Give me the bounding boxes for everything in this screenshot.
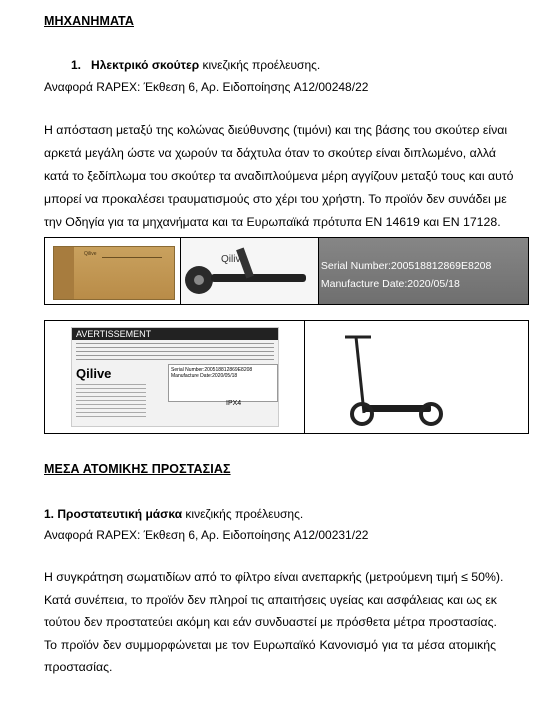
paragraph-line: τούτου δεν προστατεύει ακόμη και εάν συνδυαστεί με πρόσθετα μέτρα προστασίας. [44, 615, 497, 629]
photo-warning-label [45, 321, 305, 433]
serial-number-text: Serial Number:20051881286​9E8208 [320, 260, 492, 272]
warning-title: AVERTISSEMENT [72, 328, 278, 340]
brand-text: Qilive [221, 254, 247, 265]
item-number: 1. [71, 58, 82, 72]
warning-sticker [71, 327, 279, 427]
paragraph-line: Το προϊόν δεν συμμορφώνεται με τον Ευρωπαϊκό Κανονισμό για τα μέσα ατομικής [44, 638, 496, 652]
item-title [44, 507, 303, 521]
paragraph-line: προστασίας. [44, 660, 113, 674]
item-title [71, 58, 320, 72]
manufacture-date-text: Manufacture Date:2020/05/18 [320, 278, 460, 290]
section-heading-ppe: ΜΕΣΑ ΑΤΟΜΙΚΗΣ ΠΡΟΣΤΑΣΙΑΣ [44, 462, 231, 476]
photo-scooter [305, 321, 528, 433]
warning-fine-print [76, 343, 274, 363]
label-brand: Qilive [76, 366, 112, 381]
photo-row-2 [44, 320, 529, 434]
paragraph-line: μπορεί να προκαλέσει τραυματισμούς στο χέρι του χρήστη. Το προϊόν δεν συνάδει με [44, 192, 507, 206]
cardboard-box [53, 246, 175, 300]
paragraph-line: αρκετά μεγάλη ώστε να χωρούν τα δάχτυλα όταν το σκούτερ είναι διπλωμένο, αλλά [44, 146, 496, 160]
photo-folded-scooter [181, 238, 318, 304]
photo-box [45, 238, 181, 304]
item-title-rest: κινεζικής προέλευσης. [199, 58, 321, 72]
paragraph-line: Η συγκράτηση σωματιδίων από το φίλτρο είναι ανεπαρκής (μετρούμενη τιμή ≤ 50%). [44, 570, 504, 584]
rapex-reference: Αναφορά RAPEX: Έκθεση 6, Αρ. Ειδοποίησης A12/00231/22 [44, 528, 369, 542]
paragraph-line: Η απόσταση μεταξύ της κολώνας διεύθυνσης (τιμόνι) και της βάσης του σκούτερ είναι [44, 123, 508, 137]
item-title-bold: Προστατευτική μάσκα [57, 507, 183, 521]
item-title-rest: κινεζικής προέλευσης. [182, 507, 304, 521]
spec-lines [76, 384, 146, 420]
rapex-reference: Αναφορά RAPEX: Έκθεση 6, Αρ. Ειδοποίησης A12/00248/22 [44, 80, 369, 94]
section-heading-machinery: ΜΗΧΑΝΗΜΑΤΑ [44, 14, 134, 28]
box-label: Qilive [84, 251, 97, 257]
item-number: 1. [44, 507, 55, 521]
scooter-image [305, 321, 528, 433]
photo-serial-label [319, 238, 528, 304]
item-title-bold: Ηλεκτρικό σκούτερ [91, 58, 200, 72]
paragraph-line: Κατά συνέπεια, το προϊόν δεν πληροί τις απαιτήσεις υγείας και ασφάλειας και ως εκ [44, 593, 497, 607]
small-serial-block: Serial Number:20051881286​9E8208 Manufacture Date:2020/05/18 [168, 364, 278, 402]
ipx-rating: IPX4 [226, 400, 242, 407]
paragraph-line: την Οδηγία για τα μηχανήματα και τα Ευρωπαϊκά πρότυπα EN 14619 και EN 17128. [44, 215, 501, 229]
paragraph-line: κατά το ξεδίπλωμα του σκούτερ τα αναδιπλούμενα μέρη αγγίζουν μεταξύ τους και αυτό [44, 169, 514, 183]
folded-scooter-image [181, 238, 318, 304]
photo-row-1 [44, 237, 529, 305]
